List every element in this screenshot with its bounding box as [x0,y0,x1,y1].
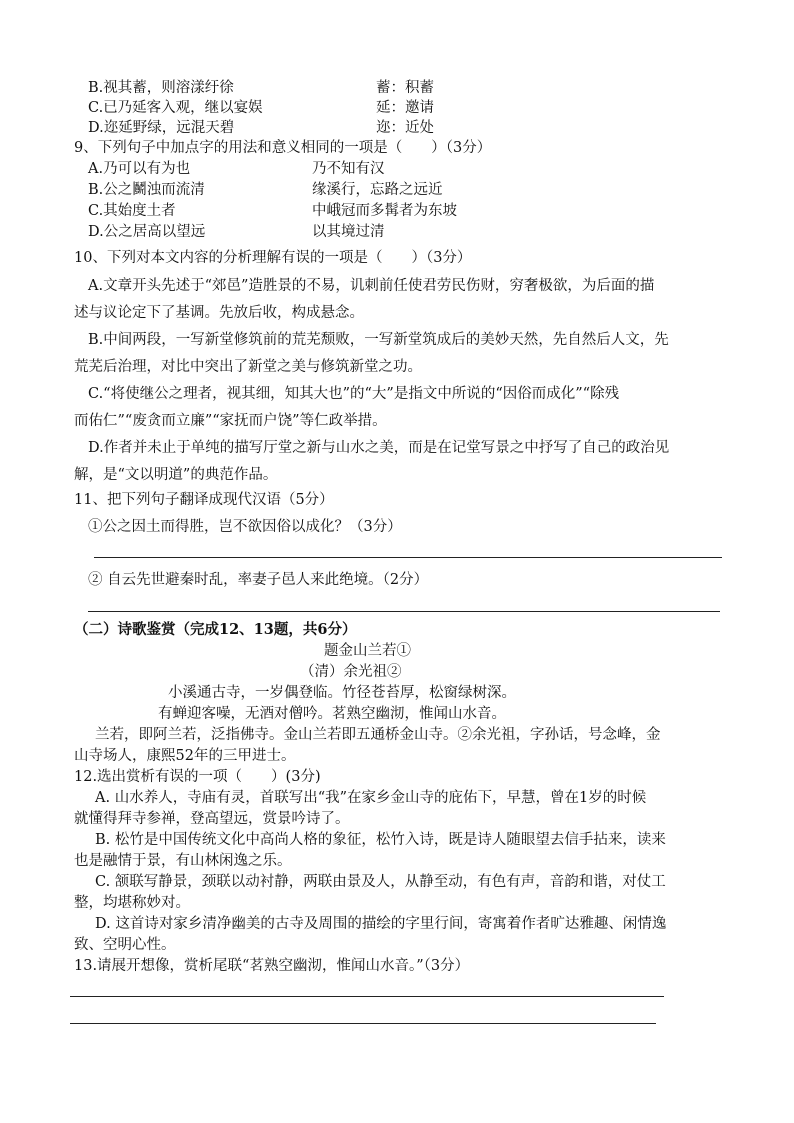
poem-verse-2: 有蝉迎客噪，无酒对僧吟。茗熟空幽沏，惟闻山水音。 [158,706,506,722]
q9-option-b: B.公之鬭浊而流清 [88,182,205,198]
q10-option-c-line1: C.“将使继公之理者，视其细，知其大也”的“大”是指文中所说的“因俗而成化”“除残 [88,386,620,402]
q9-option-d-pair: 以其境过清 [312,224,385,240]
q13-stem: 13.请展开想像，赏析尾联“茗熟空幽沏，惟闻山水音。”（3分） [74,958,470,974]
q10-option-b-line2: 荒芜后治理，对比中突出了新堂之美与修筑新堂之功。 [74,359,422,375]
q9-option-d: D.公之居高以望远 [88,224,206,240]
q10-option-a-line2: 述与议论定下了基调。先放后收，构成悬念。 [74,305,364,321]
poem-verse-1: 小溪通古寺，一岁偶登临。竹径苍苔厚，松窗绿树深。 [168,685,516,701]
poetry-section-title: （二）诗歌鉴赏（完成12、13题，共6分） [74,621,357,638]
q9-option-a: A.乃可以有为也 [88,161,191,177]
q12-option-c-line2: 整，均堪称妙对。 [74,895,190,911]
q11-answer-line-1[interactable] [94,557,722,558]
poem-title: 题金山兰若① [324,643,411,659]
poem-note-line1: 兰若，即阿兰若，泛指佛寺。金山兰若即五通桥金山寺。②余光祖，字孙话，号念峰，金 [95,727,661,743]
q10-option-c-line2: 而佑仁”“废贪而立廉”“家抚而户饶”等仁政举措。 [74,413,387,429]
q10-option-b-line1: B.中间两段，一写新堂修筑前的荒芜颓败，一写新堂筑成后的美妙天然，先自然后人文，先 [88,332,669,348]
q11-sentence-1: ①公之因土而得胜，岂不欲因俗以成化？（3分） [88,519,402,535]
q13-answer-line-2[interactable] [70,1023,656,1024]
q8-option-b-gloss: 蓄：积蓄 [376,80,434,96]
q12-option-b-line1: B. 松竹是中国传统文化中高尚人格的象征，松竹入诗，既是诗人随眼望去信手拈来，读来 [95,832,666,848]
q9-stem: 9、下列句子中加点字的用法和意义相同的一项是（ ）（3分） [74,140,492,156]
q10-option-a-line1: A.文章开头先述于“郊邑”造胜景的不易，讥刺前任使君劳民伤财，穷奢极欲，为后面的描 [88,278,655,294]
q12-option-a-line1: A. 山水养人，寺庙有灵，首联写出“我”在家乡金山寺的庇佑下，早慧，曾在1岁的时候 [95,790,647,806]
q12-option-d-line2: 致、空明心性。 [74,937,176,953]
q13-answer-line-1[interactable] [70,996,664,997]
q9-option-c-pair: 中峨冠而多髯者为东坡 [312,203,457,219]
q9-option-b-pair: 缘溪行，忘路之远近 [312,182,443,198]
q12-option-a-line2: 就懂得拜寺参禅，登高望远，赏景吟诗了。 [74,811,350,827]
poem-author: （清）余光祖② [300,664,402,680]
q12-stem: 12.选出赏析有误的一项（ ）(3分) [74,769,321,785]
q12-option-b-line2: 也是融情于景，有山林闲逸之乐。 [74,853,292,869]
q9-option-a-pair: 乃不知有汉 [312,161,385,177]
q12-option-d-line1: D. 这首诗对家乡清净幽美的古寺及周围的描绘的字里行间，寄寓着作者旷达雅趣、闲情逸 [95,916,667,932]
q8-option-c-gloss: 延：邀请 [376,100,434,116]
q11-answer-line-2[interactable] [88,611,720,612]
q10-option-d-line2: 解，是“文以明道”的典范作品。 [74,467,278,483]
q10-stem: 10、下列对本文内容的分析理解有误的一项是（ ）（3分） [74,250,472,266]
q8-option-d-gloss: 迩：近处 [376,120,434,136]
q10-option-d-line1: D.作者并未止于单纯的描写厅堂之新与山水之美，而是在记堂写景之中抒写了自己的政治见 [88,440,670,456]
poem-note-line2: 山寺场人，康熙52年的三甲进士。 [74,748,296,764]
q11-stem: 11、把下列句子翻译成现代汉语（5分） [74,492,334,508]
q11-sentence-2: ② 自云先世避秦时乱，率妻子邑人来此绝境。（2分） [88,572,429,588]
q8-option-b: B.视其蓄，则溶漾纡徐 [88,80,234,96]
q12-option-c-line1: C. 颔联写静景，颈联以动衬静，两联由景及人，从静至动，有色有声，音韵和谐，对仗工 [95,874,666,890]
q9-option-c: C.其始度土者 [88,203,176,219]
q8-option-d: D.迩延野绿，远混天碧 [88,120,235,136]
q8-option-c: C.已乃延客入观，继以宴娱 [88,100,263,116]
